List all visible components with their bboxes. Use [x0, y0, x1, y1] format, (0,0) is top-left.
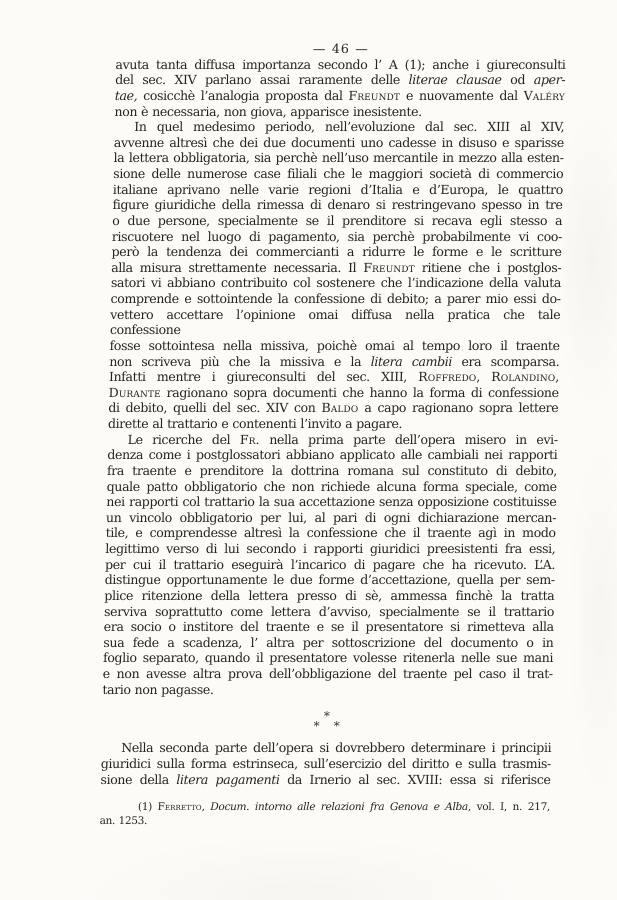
text-line: Infatti mentre i giureconsulti del sec. XIII, Roffredo, Rolandino, — [108, 369, 560, 385]
asterism-top: * — [323, 709, 336, 724]
text-line: non è necessaria, non giova, apparisce inesistente. — [114, 103, 422, 119]
text-line: avuta tanta diffusa importanza secondo l’ A (1); anche i giureconsulti — [115, 56, 566, 72]
text-line: per cui il trattario eseguirà l’incarico di pagare che ha ricevuto. L’A. — [104, 556, 556, 572]
text-line: Le ricerche del Fr. nella prima parte dell’opera misero in evi- — [127, 431, 558, 447]
asterism-divider — [102, 709, 552, 734]
text-line: o due persone, specialmente se il prenditore si recava egli stesso a — [112, 212, 563, 228]
text-line: del sec. XIV parlano assai raramente delle literae clausae od aper- — [115, 72, 566, 88]
text-line: vettero accettare l’opinione omai diffusa nella pratica che tale confessione — [109, 306, 561, 338]
text-line: Nella seconda parte dell’opera si dovrebbero determinare i principii — [121, 740, 552, 756]
text-line: sua fede a scadenza, l’ altra per sottoscrizione del documento o in — [103, 634, 554, 650]
text-line: di debito, quelli del sec. XIV con Baldo a capo ragionano sopra lettere — [108, 400, 559, 416]
asterism-bottom: * * — [313, 719, 345, 734]
text-line: nei rapporti col trattario la sua accettazione senza opposizione costituisse — [106, 494, 557, 510]
text-line: tae, cosicchè l’analogia proposta dal Freundt e nuovamente dal Valéry — [114, 87, 566, 103]
text-line: tile, e comprendesse altresì la confessione che il traente agì in modo — [105, 525, 556, 541]
body-text-upper — [102, 57, 565, 698]
text-line: però la tendenza dei commercianti a ridurre le forme e le scritture — [111, 244, 562, 260]
text-line: fra traente e prenditore la dottrina romana sul constituto di debito, — [106, 462, 558, 478]
text-line: comprende e sottointende la confessione di debito; a parer mio essi do- — [110, 291, 561, 306]
text-line: sione delle numerose case filiali che le maggiori società di commercio — [113, 166, 564, 181]
text-line: giuridici sulla forma estrinseca, sull’esercizio del diritto e sulla trasmis- — [100, 755, 552, 771]
text-line: (1) Ferretto, Docum. intorno alle relazioni fra Genova e Alba, vol. I, n. 217, — [137, 801, 551, 814]
text-line: italiane aprivano nelle varie regioni d’Italia e d’Europa, le quattro — [112, 181, 564, 197]
text-line: dirette al trattario e contenenti l’invito a pagare. — [107, 416, 403, 431]
text-line: quale patto obbligatorio che non richiede alcuna forma speciale, come — [106, 478, 557, 494]
text-line: distingue opportunamente le due forme d’accettazione, quella per sem- — [104, 572, 555, 588]
text-line: alla misura strettamente necessaria. Il Freundt ritiene che i postglos- — [111, 259, 562, 275]
text-line: tario non pagasse. — [102, 681, 214, 697]
text-line: e non avesse altra prova dell’obbligazione del traente pel caso il trat- — [102, 666, 553, 681]
footnote — [100, 801, 551, 828]
page-number-header: — 46 — — [312, 41, 370, 56]
text-line: era socio o institore del traente e se il presentatore si rimetteva alla — [103, 619, 554, 635]
text-line: an. 1253. — [99, 814, 148, 827]
text-line: serviva soprattutto come lettera d’avviso, specialmente se il trattario — [103, 603, 555, 619]
text-line: plice ritenzione della lettera presso di sè, ammessa finchè la tratta — [104, 587, 555, 603]
text-block — [100, 41, 566, 828]
text-line: legittimo verso di lui secondo i rapporti giuridici preesistenti fra essi, — [105, 541, 556, 556]
text-line: un vincolo obbligatorio per lui, al pari di ogni dichiarazione mercan- — [105, 509, 557, 525]
text-line: In quel medesimo periodo, nell’evoluzione dal sec. XIII al XIV, — [134, 119, 565, 135]
text-line: figure giuridiche della rimessa di denaro si restringevano spesso in tre — [112, 197, 563, 213]
text-line: riscuotere nel luogo di pagamento, sia perchè probabilmente vi coo- — [111, 228, 563, 244]
text-line: non scriveva più che la missiva e la litera cambii era scomparsa. — [109, 353, 560, 369]
text-line: avvenne altresì che dei due documenti uno cadesse in disuso e sparisse — [113, 134, 565, 150]
text-line: la lettera obbligatoria, sia perchè nell’uso mercantile in mezzo alla esten- — [113, 150, 564, 166]
text-line: foglio separato, quando il presentatore volesse ritenerla nelle sue mani — [102, 650, 554, 666]
body-text-lower — [100, 740, 551, 787]
text-line: satori vi abbiano contribuito col sostenere che l’indicazione della valuta — [110, 275, 562, 291]
text-line: Durante ragionano sopra documenti che hanno la forma di confessione — [108, 384, 559, 400]
text-line: denza come i postglossatori abbiano applicato alle cambiali nei rapporti — [107, 447, 558, 463]
text-line: sione della litera pagamenti da Irnerio al sec. XVIII: essa si riferisce — [100, 771, 551, 787]
text-line: fosse sottointesa nella missiva, poichè omai al tempo loro il traente — [109, 337, 560, 353]
